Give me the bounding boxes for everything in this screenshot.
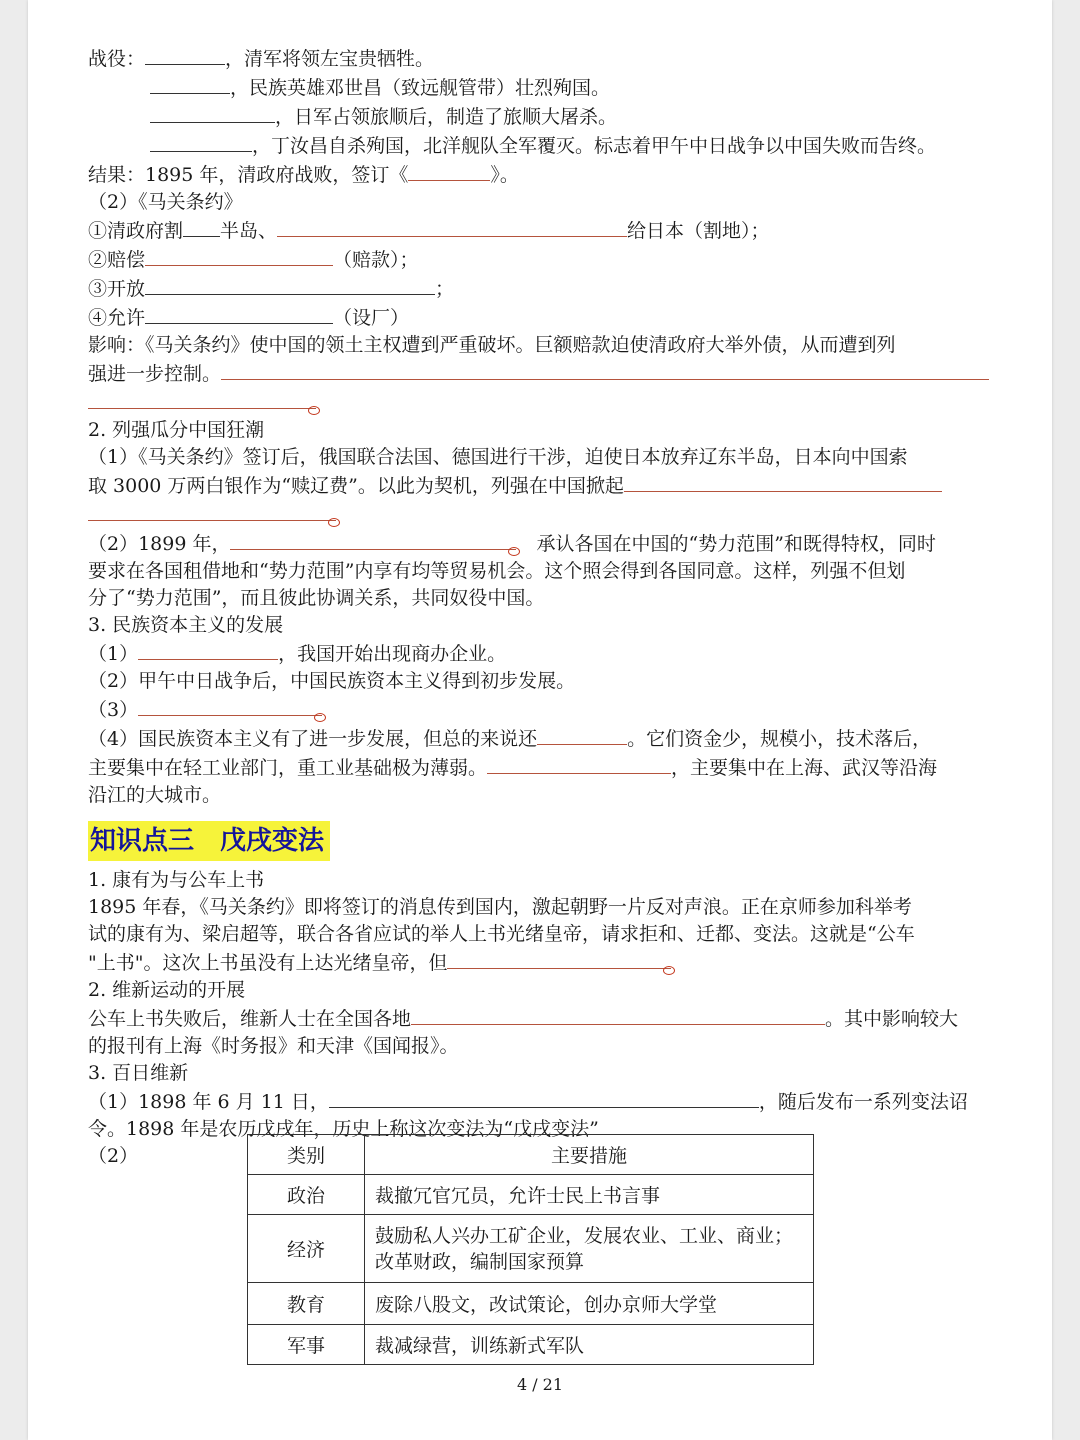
text-line	[88, 1004, 1000, 1033]
text-line	[88, 73, 1000, 102]
table-header: 主要措施	[365, 1135, 814, 1175]
text-line	[88, 1087, 1000, 1116]
text-line	[88, 274, 1000, 303]
page-content	[88, 44, 1000, 1170]
text-line: 要求在各国租借地和“势力范围”内享有均等贸易机会。这个照会得到各国同意。这样，列强不但划	[88, 560, 906, 582]
text-line: 1. 康有为与公车上书	[88, 869, 265, 891]
fill-blank[interactable]	[487, 753, 671, 774]
cell-line: 鼓励私人兴办工矿企业，发展农业、工业、商业；	[375, 1224, 794, 1247]
text: （赔款）；	[333, 249, 419, 271]
text-line	[88, 160, 1000, 189]
period-mark-icon	[663, 966, 675, 975]
table-header-row	[248, 1135, 814, 1175]
text: 结果：1895 年，清政府战败，签订《	[88, 164, 409, 186]
text: （2）1899 年，	[88, 533, 231, 555]
text-line	[88, 44, 1000, 73]
text-line: 试的康有为、梁启超等，联合各省应试的举人上书光绪皇帝，请求拒和、迁都、变法。这就是“公车	[88, 923, 915, 945]
text: 承认各国在中国的“势力范围”和既得特权，同时	[536, 533, 936, 555]
table-cell: 废除八股文，改试策论，创办京师大学堂	[365, 1283, 814, 1325]
text: ，我国开始出现商办企业。	[278, 643, 507, 665]
text-line	[88, 102, 1000, 131]
text-line	[88, 303, 1000, 332]
fill-blank[interactable]	[277, 216, 627, 237]
text-line: 2. 维新运动的开展	[88, 979, 246, 1001]
text-line: 影响：《马关条约》使中国的领土主权遭到严重破坏。巨额赔款迫使清政府大举外债，从而遭到列	[88, 334, 896, 356]
text: （1）	[88, 643, 139, 665]
text: 主要集中在轻工业部门，重工业基础极为薄弱。	[88, 757, 488, 779]
section-heading: 知识点三 戊戌变法	[88, 821, 330, 861]
text-line: 分了“势力范围”，而且彼此协调关系，共同奴役中国。	[88, 587, 545, 609]
fill-blank[interactable]	[411, 1004, 825, 1025]
text-line: 的报刊有上海《时务报》和天津《国闻报》。	[88, 1035, 459, 1057]
text: ，主要集中在上海、武汉等沿海	[671, 757, 938, 779]
table-cell: 教育	[248, 1283, 365, 1325]
text-line	[88, 216, 1000, 245]
fill-blank[interactable]	[88, 500, 336, 521]
text: "上书"。这次上书虽没有上达光绪皇帝，但	[88, 952, 448, 974]
text: （设厂）	[333, 307, 410, 329]
fill-blank[interactable]	[408, 160, 490, 181]
period-mark-icon	[314, 713, 326, 722]
text: 取 3000 万两白银作为“赎辽费”。以此为契机，列强在中国掀起	[88, 475, 624, 497]
text: 公车上书失败后，维新人士在全国各地	[88, 1008, 412, 1030]
fill-blank[interactable]	[138, 639, 278, 660]
table-row	[248, 1175, 814, 1215]
fill-blank[interactable]	[329, 1087, 759, 1108]
text-line: （2）	[88, 1145, 139, 1167]
table-row	[248, 1215, 814, 1283]
text-line	[88, 245, 1000, 274]
text: （4）国民族资本主义有了进一步发展，但总的来说还	[88, 728, 538, 750]
text: 战役：	[88, 48, 146, 70]
text-line	[88, 500, 1000, 529]
document-page	[28, 0, 1052, 1440]
text-line	[88, 131, 1000, 160]
text-line: 沿江的大城市。	[88, 784, 222, 806]
text: 》。	[490, 164, 519, 186]
text: 。其中影响较大	[825, 1008, 959, 1030]
period-mark-icon	[508, 547, 520, 556]
text-line	[88, 753, 1000, 782]
text: 给日本（割地）；	[627, 220, 770, 242]
text-line: （2）甲午中日战争后，中国民族资本主义得到初步发展。	[88, 670, 576, 692]
table-row	[248, 1325, 814, 1365]
text: ，清军将领左宝贵牺牲。	[225, 48, 435, 70]
table-cell	[365, 1215, 814, 1283]
table-cell: 经济	[248, 1215, 365, 1283]
fill-blank[interactable]	[447, 948, 671, 969]
text: 半岛、	[220, 220, 278, 242]
reform-measures-table	[247, 1134, 814, 1365]
text-line: 3. 百日维新	[88, 1062, 189, 1084]
fill-blank[interactable]	[138, 695, 322, 716]
text-line	[88, 471, 1000, 500]
text: ，随后发布一系列变法诏	[758, 1091, 968, 1113]
text-line: （1）《马关条约》签订后，俄国联合法国、德国进行干涉，迫使日本放弃辽东半岛，日本向中国索	[88, 446, 908, 468]
text: ，日军占领旅顺后，制造了旅顺大屠杀。	[275, 106, 618, 128]
text: ②赔偿	[88, 249, 146, 271]
text-line	[88, 359, 1000, 388]
page-number: 4 / 21	[516, 1375, 564, 1394]
fill-blank[interactable]	[150, 131, 252, 152]
text: （1）1898 年 6 月 11 日，	[88, 1091, 329, 1113]
text: ③开放	[88, 278, 146, 300]
text-line: 2. 列强瓜分中国狂潮	[88, 419, 265, 441]
period-mark-icon	[308, 406, 320, 415]
text: 强进一步控制。	[88, 363, 222, 385]
fill-blank[interactable]	[624, 471, 942, 492]
text: （3）	[88, 699, 139, 721]
fill-blank[interactable]	[183, 216, 220, 237]
table-cell: 军事	[248, 1325, 365, 1365]
table-cell: 政治	[248, 1175, 365, 1215]
fill-blank[interactable]	[537, 724, 627, 745]
period-mark-icon	[328, 518, 340, 527]
text-line: 3. 民族资本主义的发展	[88, 614, 284, 636]
text-line	[88, 695, 1000, 724]
fill-blank[interactable]	[145, 44, 225, 65]
fill-blank[interactable]	[230, 529, 516, 550]
text: ④允许	[88, 307, 146, 329]
table-header: 类别	[248, 1135, 365, 1175]
text-line: （2）《马关条约》	[88, 191, 243, 213]
text-line: 1895 年春，《马关条约》即将签订的消息传到国内，激起朝野一片反对声浪。正在京师参加科举考	[88, 896, 912, 918]
text-line	[88, 639, 1000, 668]
text: ，民族英雄邓世昌（致远舰管带）壮烈殉国。	[230, 77, 611, 99]
fill-blank[interactable]	[145, 274, 435, 295]
fill-blank[interactable]	[150, 73, 230, 94]
fill-blank[interactable]	[150, 102, 275, 123]
text: 。它们资金少，规模小，技术落后，	[627, 728, 932, 750]
text-line	[88, 388, 1000, 417]
text: ；	[435, 278, 455, 300]
text-line: 令。1898 年是农历戊戌年，历史上称这次变法为“戊戌变法”	[88, 1118, 599, 1140]
text-line	[88, 724, 1000, 753]
table-row	[248, 1283, 814, 1325]
table-cell: 裁撤冗官冗员，允许士民上书言事	[365, 1175, 814, 1215]
text: ①清政府割	[88, 220, 184, 242]
cell-line: 改革财政，编制国家预算	[375, 1250, 585, 1273]
fill-blank[interactable]	[145, 303, 333, 324]
text: ，丁汝昌自杀殉国，北洋舰队全军覆灭。标志着甲午中日战争以中国失败而告终。	[252, 135, 937, 157]
fill-blank[interactable]	[88, 388, 316, 409]
table-cell: 裁减绿营，训练新式军队	[365, 1325, 814, 1365]
text-line	[88, 529, 1000, 558]
fill-blank[interactable]	[145, 245, 333, 266]
fill-blank[interactable]	[221, 359, 989, 380]
text-line	[88, 948, 1000, 977]
